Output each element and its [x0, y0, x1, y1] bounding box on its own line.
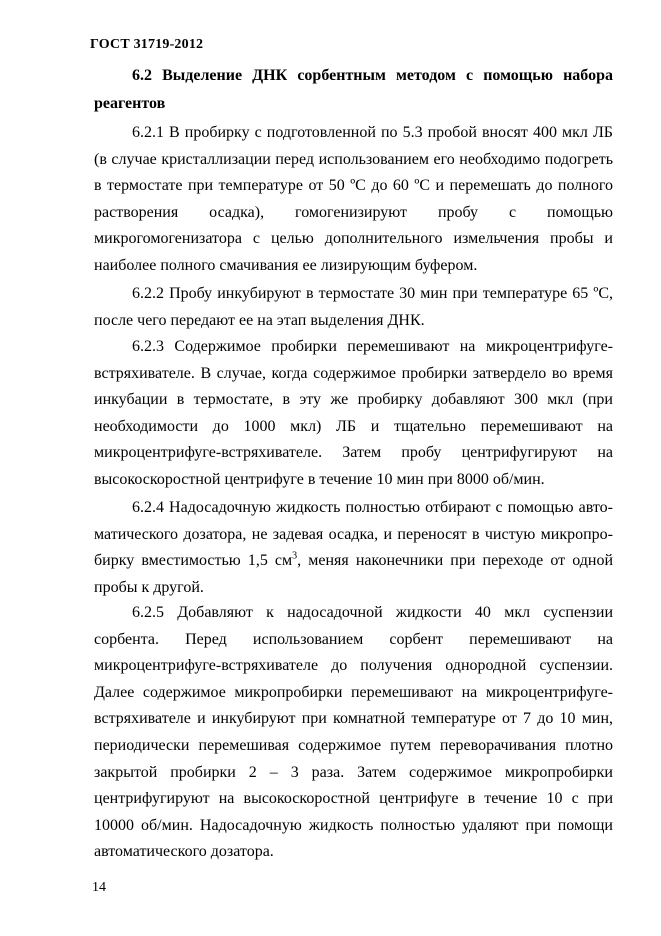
paragraph-text: 6.2.5 Добавляют к надосадочной жидкости 40 мкл суспензии сорбента. Перед использованием сорбент перемешивают на микроцентрифуге-встряхивателе до получения однородной суспензии. Далее содержимое микропробирки перемешивают на микроцентрифуге-встряхивателе и инкубируют при комнатной температуре от 7 до 10 мин, периодически перемешивая содержимое путем переворачивания плотно закрытой пробирки 2 – 3 раза. Затем содержимое микропробирки центрифугируют на высокоскоростной центрифуге в течение 10 с при 10000 об/мин. Надосадочную жидкость полностью удаляют при помощи автоматического дозатора.: [94, 604, 613, 861]
page-number: 14: [92, 880, 106, 895]
paragraph-text-after: , меняя наконечники при переходе от одной пробы к другой.: [94, 552, 613, 596]
paragraph-text: 6.2.2 Пробу инкубируют в термостате 30 мин при температуре 65 ºС, после чего передают ее на этап выделения ДНК.: [94, 285, 613, 329]
paragraph-6-2-3: [94, 334, 613, 494]
paragraph-6-2-4: [94, 495, 613, 601]
paragraph-6-2-1: [94, 120, 613, 280]
section-title: [94, 62, 613, 118]
paragraph-6-2-2: [94, 281, 613, 334]
paragraph-text: [94, 495, 613, 601]
paragraph-text-before: 6.2.4 Надосадочную жидкость полностью отбирают с помощью автоматического дозатора, не задевая осадка, и переносят в чистую микропробирку вместимостью 1,5 см: [94, 499, 613, 570]
superscript-exponent: 3: [292, 550, 298, 562]
paragraph-text: 6.2.3 Содержимое пробирки перемешивают на микроцентрифуге-встряхивателе. В случае, когда содержимое пробирки затвердело во время инкубации в термостате, в эту же пробирку добавляют 300 мкл (при необходимости до 1000 мкл) ЛБ и тщательно перемешивают на микроцентрифуге-встряхивателе. Затем пробу центрифугируют на высокоскоростной центрифуге в течение 10 мин при 8000 об/мин.: [94, 338, 613, 488]
standard-header: ГОСТ 31719-2012: [90, 37, 204, 52]
paragraph-6-2-5: [94, 600, 613, 866]
section-title-text: 6.2 Выделение ДНК сорбентным методом с помощью набора реагентов: [94, 67, 613, 112]
paragraph-text: 6.2.1 В пробирку с подготовленной по 5.3 пробой вносят 400 мкл ЛБ (в случае кристаллизации перед использованием его необходимо подогреть в термостате при температуре от 50 ºС до 60 ºС и перемешать до полного растворения осадка), гомогенизируют пробу с помощью микрогомогенизатора с целью дополнительного измельчения пробы и наиболее полного смачивания ее лизирующим буфером.: [94, 124, 613, 274]
